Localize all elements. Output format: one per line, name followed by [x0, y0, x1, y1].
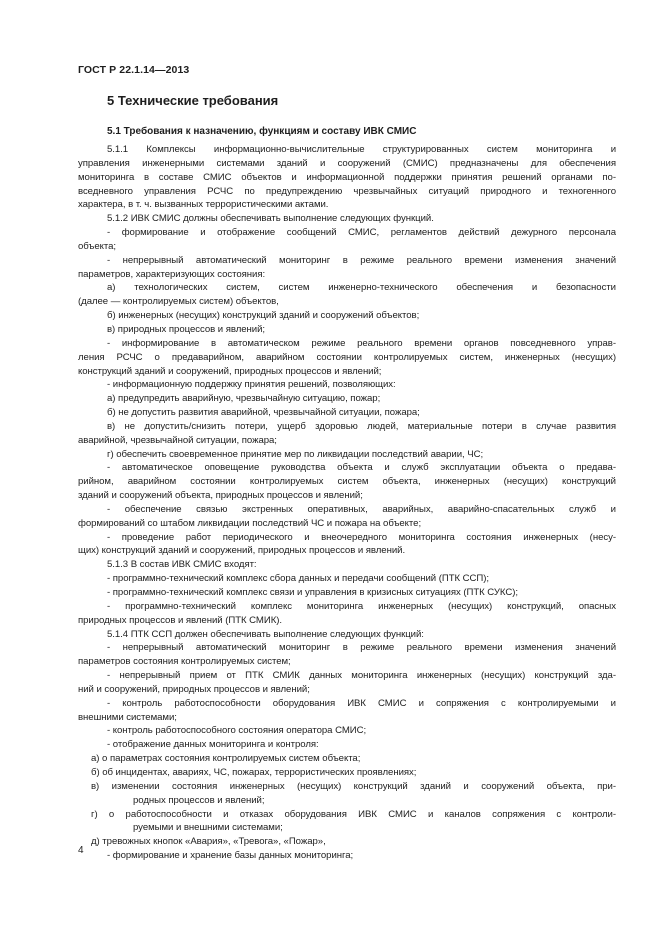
- text-line: формирований со штабом ликвидации последствий ЧС и пожара на объекте;: [78, 517, 422, 529]
- text-line: - программно-технический комплекс сбора данных и передачи сообщений (ПТК ССП);: [107, 573, 490, 585]
- text-line: руемыми и внешними системами;: [133, 822, 283, 834]
- text-line: характера, в т. ч. вызванных террористическими актами.: [78, 199, 329, 211]
- text-line: природных процессов и явлений (ПТК СМИК).: [78, 614, 283, 626]
- text-line: б) не допустить развития аварийной, чрезвычайной ситуации, пожара;: [107, 407, 420, 419]
- text-line: - информирование в автоматическом режиме реального времени органов повседневного управ-: [107, 337, 616, 349]
- text-line: родных процессов и явлений;: [133, 794, 265, 806]
- text-line: аварийной, чрезвычайной ситуации, пожара;: [78, 434, 277, 446]
- text-line: - информационную поддержку принятия решений, позволяющих:: [107, 379, 396, 391]
- text-line: 5.1.2 ИВК СМИС должны обеспечивать выполнение следующих функций.: [107, 213, 434, 225]
- text-line: ний и сооружений, природных процессов и явлений;: [78, 683, 310, 695]
- text-line: б) об инцидентах, авариях, ЧС, пожарах, террористических проявлениях;: [91, 766, 417, 778]
- text-line: параметров, характеризующих состояния:: [78, 268, 266, 280]
- text-line: параметров состояния контролируемых систем;: [78, 656, 291, 668]
- text-line: объекта;: [78, 240, 117, 252]
- text-line: рийном, аварийном состоянии контролируемых систем объекта, инженерных (несущих) конструкций: [78, 476, 616, 488]
- text-line: - контроль работоспособности оборудования ИВК СМИС и сопряжения с контролируемыми и: [107, 697, 616, 709]
- text-line: в) природных процессов и явлений;: [107, 323, 266, 335]
- text-line: вседневного управления РСЧС по предупреждению чрезвычайных ситуаций природного и техногенного: [78, 185, 616, 197]
- text-line: - непрерывный прием от ПТК СМИК данных мониторинга инженерных (несущих) конструкций зда-: [107, 670, 616, 682]
- document-header: ГОСТ Р 22.1.14—2013: [78, 64, 190, 76]
- text-line: - обеспечение связью экстренных оперативных, аварийных, аварийно-спасательных служб и: [107, 503, 616, 515]
- text-line: д) тревожных кнопок «Авария», «Тревога», «Пожар»,: [91, 836, 326, 848]
- text-line: 5.1.3 В состав ИВК СМИС входят:: [107, 559, 257, 571]
- body-text: [78, 143, 616, 863]
- text-line: г) о работоспособности и отказах оборудования ИВК СМИС и каналов сопряжения с контроли-: [91, 808, 616, 820]
- text-line: - проведение работ периодического и внеочередного мониторинга состояния инженерных (несу-: [107, 531, 616, 543]
- text-line: г) обеспечить своевременное принятие мер по ликвидации последствий аварии, ЧС;: [107, 448, 484, 460]
- text-line: внешними системами;: [78, 711, 177, 723]
- text-line: щих) конструкций зданий и сооружений, природных процессов и явлений.: [78, 545, 406, 557]
- subsection-title: 5.1 Требования к назначению, функциям и составу ИВК СМИС: [107, 126, 417, 137]
- text-line: зданий и сооружений объекта, природных процессов и явлений;: [78, 490, 363, 502]
- text-line: (далее — контролируемых систем) объектов,: [78, 296, 279, 308]
- section-title: 5 Технические требования: [107, 93, 279, 108]
- text-line: мониторинга в составе СМИС объектов и информационной поддержки принятия решений органами по-: [78, 171, 616, 183]
- text-line: а) технологических систем, систем инженерно-технического обеспечения и безопасности: [107, 282, 616, 294]
- text-line: 5.1.4 ПТК ССП должен обеспечивать выполнение следующих функций:: [107, 628, 424, 640]
- text-line: ления РСЧС о предаварийном, аварийном состоянии контролируемых систем, инженерных (несущих): [78, 351, 616, 363]
- text-line: - программно-технический комплекс мониторинга инженерных (несущих) конструкций, опасных: [107, 600, 616, 612]
- text-line: - формирование и отображение сообщений СМИС, регламентов действий дежурного персонала: [107, 227, 616, 239]
- text-line: 5.1.1 Комплексы информационно-вычислительные структурированных систем мониторинга и: [107, 144, 616, 155]
- text-line: - отображение данных мониторинга и контроля:: [107, 739, 319, 751]
- text-line: конструкций зданий и сооружений, природных процессов и явлений;: [78, 365, 382, 377]
- text-line: - формирование и хранение базы данных мониторинга;: [107, 850, 354, 862]
- text-line: в) не допустить/снизить потери, ущерб здоровью людей, материальные потери в случае развития: [107, 420, 616, 432]
- text-line: - автоматическое оповещение руководства объекта и служб эксплуатации объекта о предава-: [107, 462, 616, 474]
- text-line: - непрерывный автоматический мониторинг в режиме реального времени изменения значений: [107, 254, 616, 266]
- text-line: - непрерывный автоматический мониторинг в режиме реального времени изменения значений: [107, 642, 616, 654]
- text-line: а) о параметрах состояния контролируемых систем объекта;: [91, 753, 361, 765]
- text-line: а) предупредить аварийную, чрезвычайную ситуацию, пожар;: [107, 393, 381, 405]
- text-line: б) инженерных (несущих) конструкций зданий и сооружений объектов;: [107, 310, 420, 322]
- text-line: в) изменении состояния инженерных (несущих) конструкций зданий и сооружений объекта, при-: [91, 780, 616, 792]
- text-line: управления инженерными системами зданий и сооружений (СМИС) предназначены для обеспечения: [78, 157, 616, 169]
- text-line: - программно-технический комплекс связи и управления в кризисных ситуациях (ПТК СУКС);: [107, 587, 518, 598]
- page-number: 4: [78, 845, 84, 856]
- text-line: - контроль работоспособного состояния оператора СМИС;: [107, 725, 367, 737]
